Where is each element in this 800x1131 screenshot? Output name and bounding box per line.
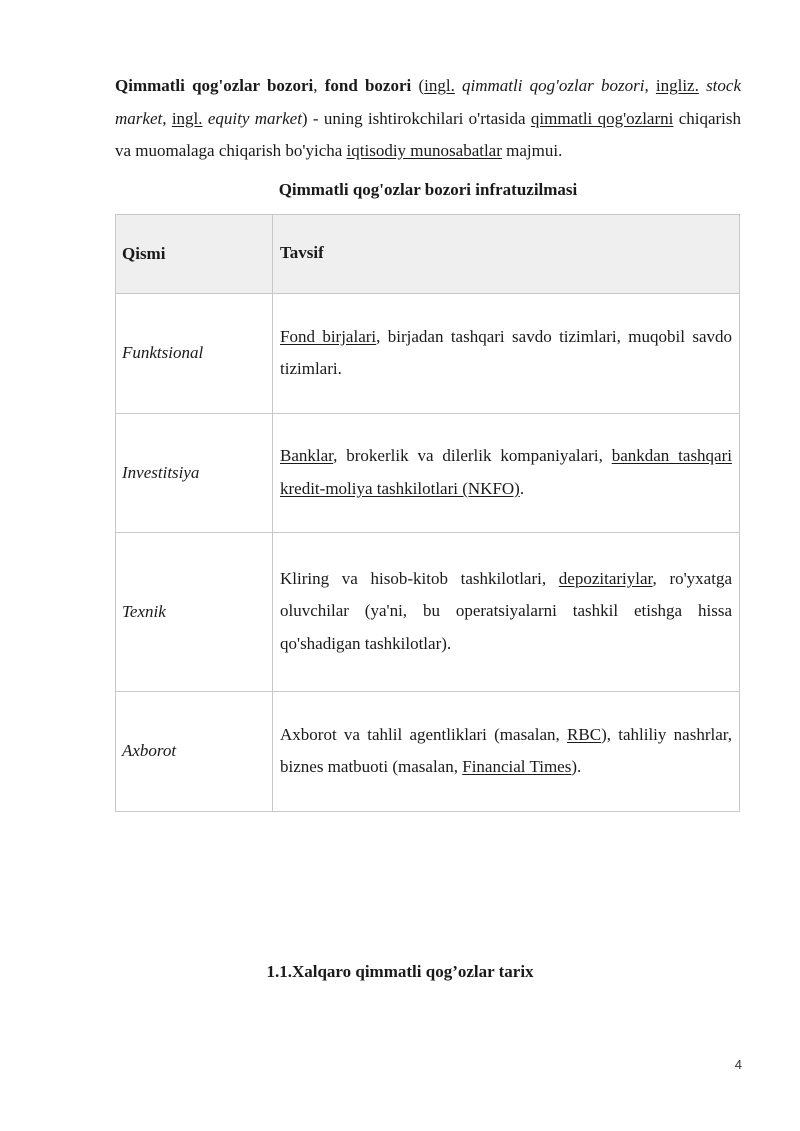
translation-3: equity market (202, 108, 302, 128)
link-securities[interactable]: qimmatli qog'ozlarni (530, 108, 674, 128)
link-banklar[interactable]: Banklar (280, 446, 334, 465)
row-description (273, 413, 740, 532)
description-text: . (519, 478, 525, 498)
row-name: Investitsiya (116, 413, 273, 532)
row-name: Axborot (116, 691, 273, 811)
header-tavsif: Tavsif (273, 214, 740, 293)
link-ingl-2[interactable]: ingl. (171, 108, 203, 128)
intro-text: majmui. (501, 141, 563, 160)
link-nkfo[interactable]: bankdan tashqari kredit-moliya tashkilotlari (NKFO) (280, 446, 732, 498)
table-row (116, 691, 740, 811)
intro-paragraph (115, 70, 741, 168)
comma: , (644, 76, 656, 95)
link-rbc[interactable]: RBC (567, 724, 602, 744)
row-description (273, 691, 740, 811)
intro-text: chiqarish va muomalaga chiqarish bo'yicha (115, 108, 742, 160)
table-caption: Qimmatli qog'ozlar bozori infratuzilmasi (278, 179, 578, 199)
row-description (273, 293, 740, 413)
term-stock-market: fond bozori (324, 76, 412, 95)
description-text: Kliring va hisob-kitob tashkilotlari, (280, 568, 559, 588)
table-row (116, 532, 740, 691)
link-ingliz[interactable]: ingliz. (655, 76, 699, 95)
description-text: , brokerlik va dilerlik kompaniyalari, (333, 446, 612, 465)
link-financial-times[interactable]: Financial Times (462, 757, 572, 776)
section-heading: 1.1.Xalqaro qimmatli qog’ozlar tarix (266, 962, 534, 981)
description-text: , ro'yxatga oluvchilar (ya'ni, bu operatsiyalarni tashkil etishga hissa qo'shadigan tashkilotlar). (280, 568, 732, 653)
link-economic-relations[interactable]: iqtisodiy munosabatlar (346, 141, 502, 160)
infrastructure-table (115, 214, 740, 812)
comma: , (162, 108, 172, 128)
page-body (115, 70, 741, 812)
separator: , (313, 76, 325, 95)
row-name: Funktsional (116, 293, 273, 413)
description-text: Axborot va tahlil agentliklari (masalan, (280, 724, 568, 744)
term-securities-market: Qimmatli qog'ozlar bozori (115, 76, 314, 95)
table-row (116, 413, 740, 532)
row-name: Texnik (116, 532, 273, 691)
description-text: , birjadan tashqari savdo tizimlari, muqobil savdo tizimlari. (280, 326, 732, 378)
paren-open: ( (411, 76, 425, 95)
description-text: ). (571, 757, 582, 776)
page-number: 4 (734, 1057, 742, 1072)
table-row (116, 293, 740, 413)
intro-text: ) - uning ishtirokchilari o'rtasida (301, 108, 531, 128)
row-description (273, 532, 740, 691)
link-depozitariylar[interactable]: depozitariylar (558, 568, 653, 588)
table-header-row (116, 214, 740, 293)
link-fond-birjalari[interactable]: Fond birjalari (280, 326, 377, 346)
translation-1: qimmatli qog'ozlar bozori (454, 76, 645, 95)
translation-2: stock market (115, 76, 741, 128)
link-ingl-1[interactable]: ingl. (424, 76, 455, 95)
description-text: ), tahliliy nashrlar, biznes matbuoti (masalan, (280, 724, 732, 776)
header-qismi: Qismi (116, 214, 273, 293)
